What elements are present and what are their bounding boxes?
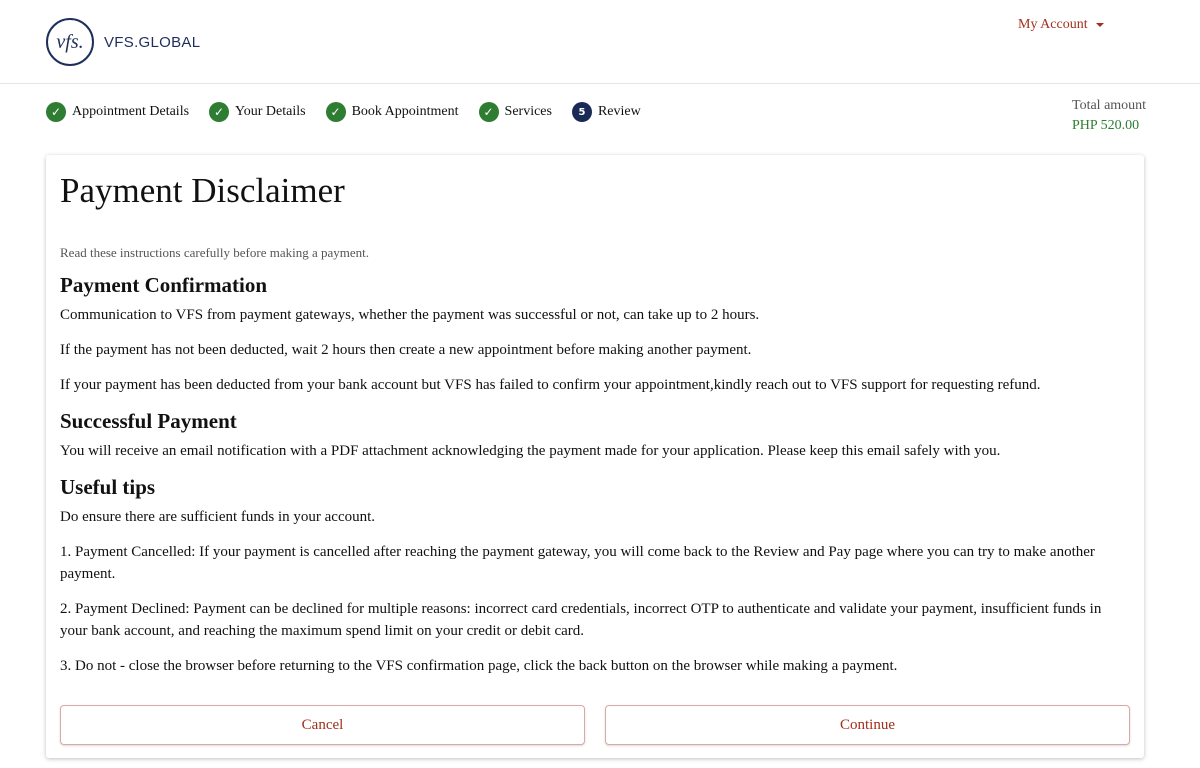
cancel-button[interactable]: Cancel bbox=[60, 705, 585, 745]
my-account-label: My Account bbox=[1018, 17, 1088, 32]
paragraph: Do ensure there are sufficient funds in your account. bbox=[60, 509, 376, 525]
check-icon: ✓ bbox=[46, 102, 66, 122]
section-heading: Useful tips bbox=[60, 475, 156, 499]
logo-mark: vfs. bbox=[46, 18, 94, 66]
header bbox=[0, 0, 1200, 84]
payment-disclaimer-card bbox=[46, 155, 1144, 758]
paragraph: You will receive an email notification with a PDF attachment acknowledging the payment made for your application. Please keep this email safely with you. bbox=[60, 443, 1001, 459]
step-label: Appointment Details bbox=[72, 104, 190, 119]
page-title: Payment Disclaimer bbox=[60, 171, 345, 210]
my-account-dropdown[interactable] bbox=[1018, 17, 1104, 33]
total-amount bbox=[1072, 98, 1146, 134]
step-number-badge: 5 bbox=[572, 102, 592, 122]
progress-steps bbox=[46, 102, 661, 122]
step-label: Your Details bbox=[235, 104, 306, 119]
check-icon: ✓ bbox=[209, 102, 229, 122]
step-book-appointment bbox=[326, 102, 459, 122]
check-icon: ✓ bbox=[479, 102, 499, 122]
continue-button[interactable]: Continue bbox=[605, 705, 1130, 745]
step-label: Services bbox=[504, 104, 552, 119]
total-amount-value: PHP 520.00 bbox=[1072, 118, 1140, 133]
step-appointment-details bbox=[46, 102, 189, 122]
paragraph: 2. Payment Declined: Payment can be declined for multiple reasons: incorrect card credentials, incorrect OTP to authenticate and validate your payment, insufficient funds in your bank account, and reaching the maximum spend limit on your credit or debit card. bbox=[60, 601, 1102, 639]
logo-text: VFS.GLOBAL bbox=[104, 33, 201, 51]
paragraph: 1. Payment Cancelled: If your payment is cancelled after reaching the payment gateway, you will come back to the Review and Pay page where you can try to make another payment. bbox=[60, 544, 1095, 582]
step-label: Review bbox=[597, 104, 641, 119]
step-label: Book Appointment bbox=[351, 104, 459, 119]
caret-down-icon bbox=[1096, 23, 1104, 27]
check-icon: ✓ bbox=[326, 102, 346, 122]
intro-text: Read these instructions carefully before making a payment. bbox=[60, 245, 370, 260]
paragraph: 3. Do not - close the browser before returning to the VFS confirmation page, click the back button on the browser while making a payment. bbox=[60, 658, 898, 674]
action-buttons bbox=[60, 705, 1130, 745]
section-heading: Payment Confirmation bbox=[60, 273, 268, 297]
paragraph: If your payment has been deducted from your bank account but VFS has failed to confirm your appointment,kindly reach out to VFS support for requesting refund. bbox=[60, 377, 1041, 393]
step-review bbox=[572, 102, 641, 122]
total-amount-label: Total amount bbox=[1072, 98, 1147, 113]
paragraph: If the payment has not been deducted, wait 2 hours then create a new appointment before making another payment. bbox=[60, 342, 752, 358]
vfs-logo[interactable] bbox=[46, 18, 200, 66]
paragraph: Communication to VFS from payment gateways, whether the payment was successful or not, can take up to 2 hours. bbox=[60, 307, 760, 323]
section-heading: Successful Payment bbox=[60, 409, 237, 433]
step-your-details bbox=[209, 102, 306, 122]
step-services bbox=[479, 102, 552, 122]
